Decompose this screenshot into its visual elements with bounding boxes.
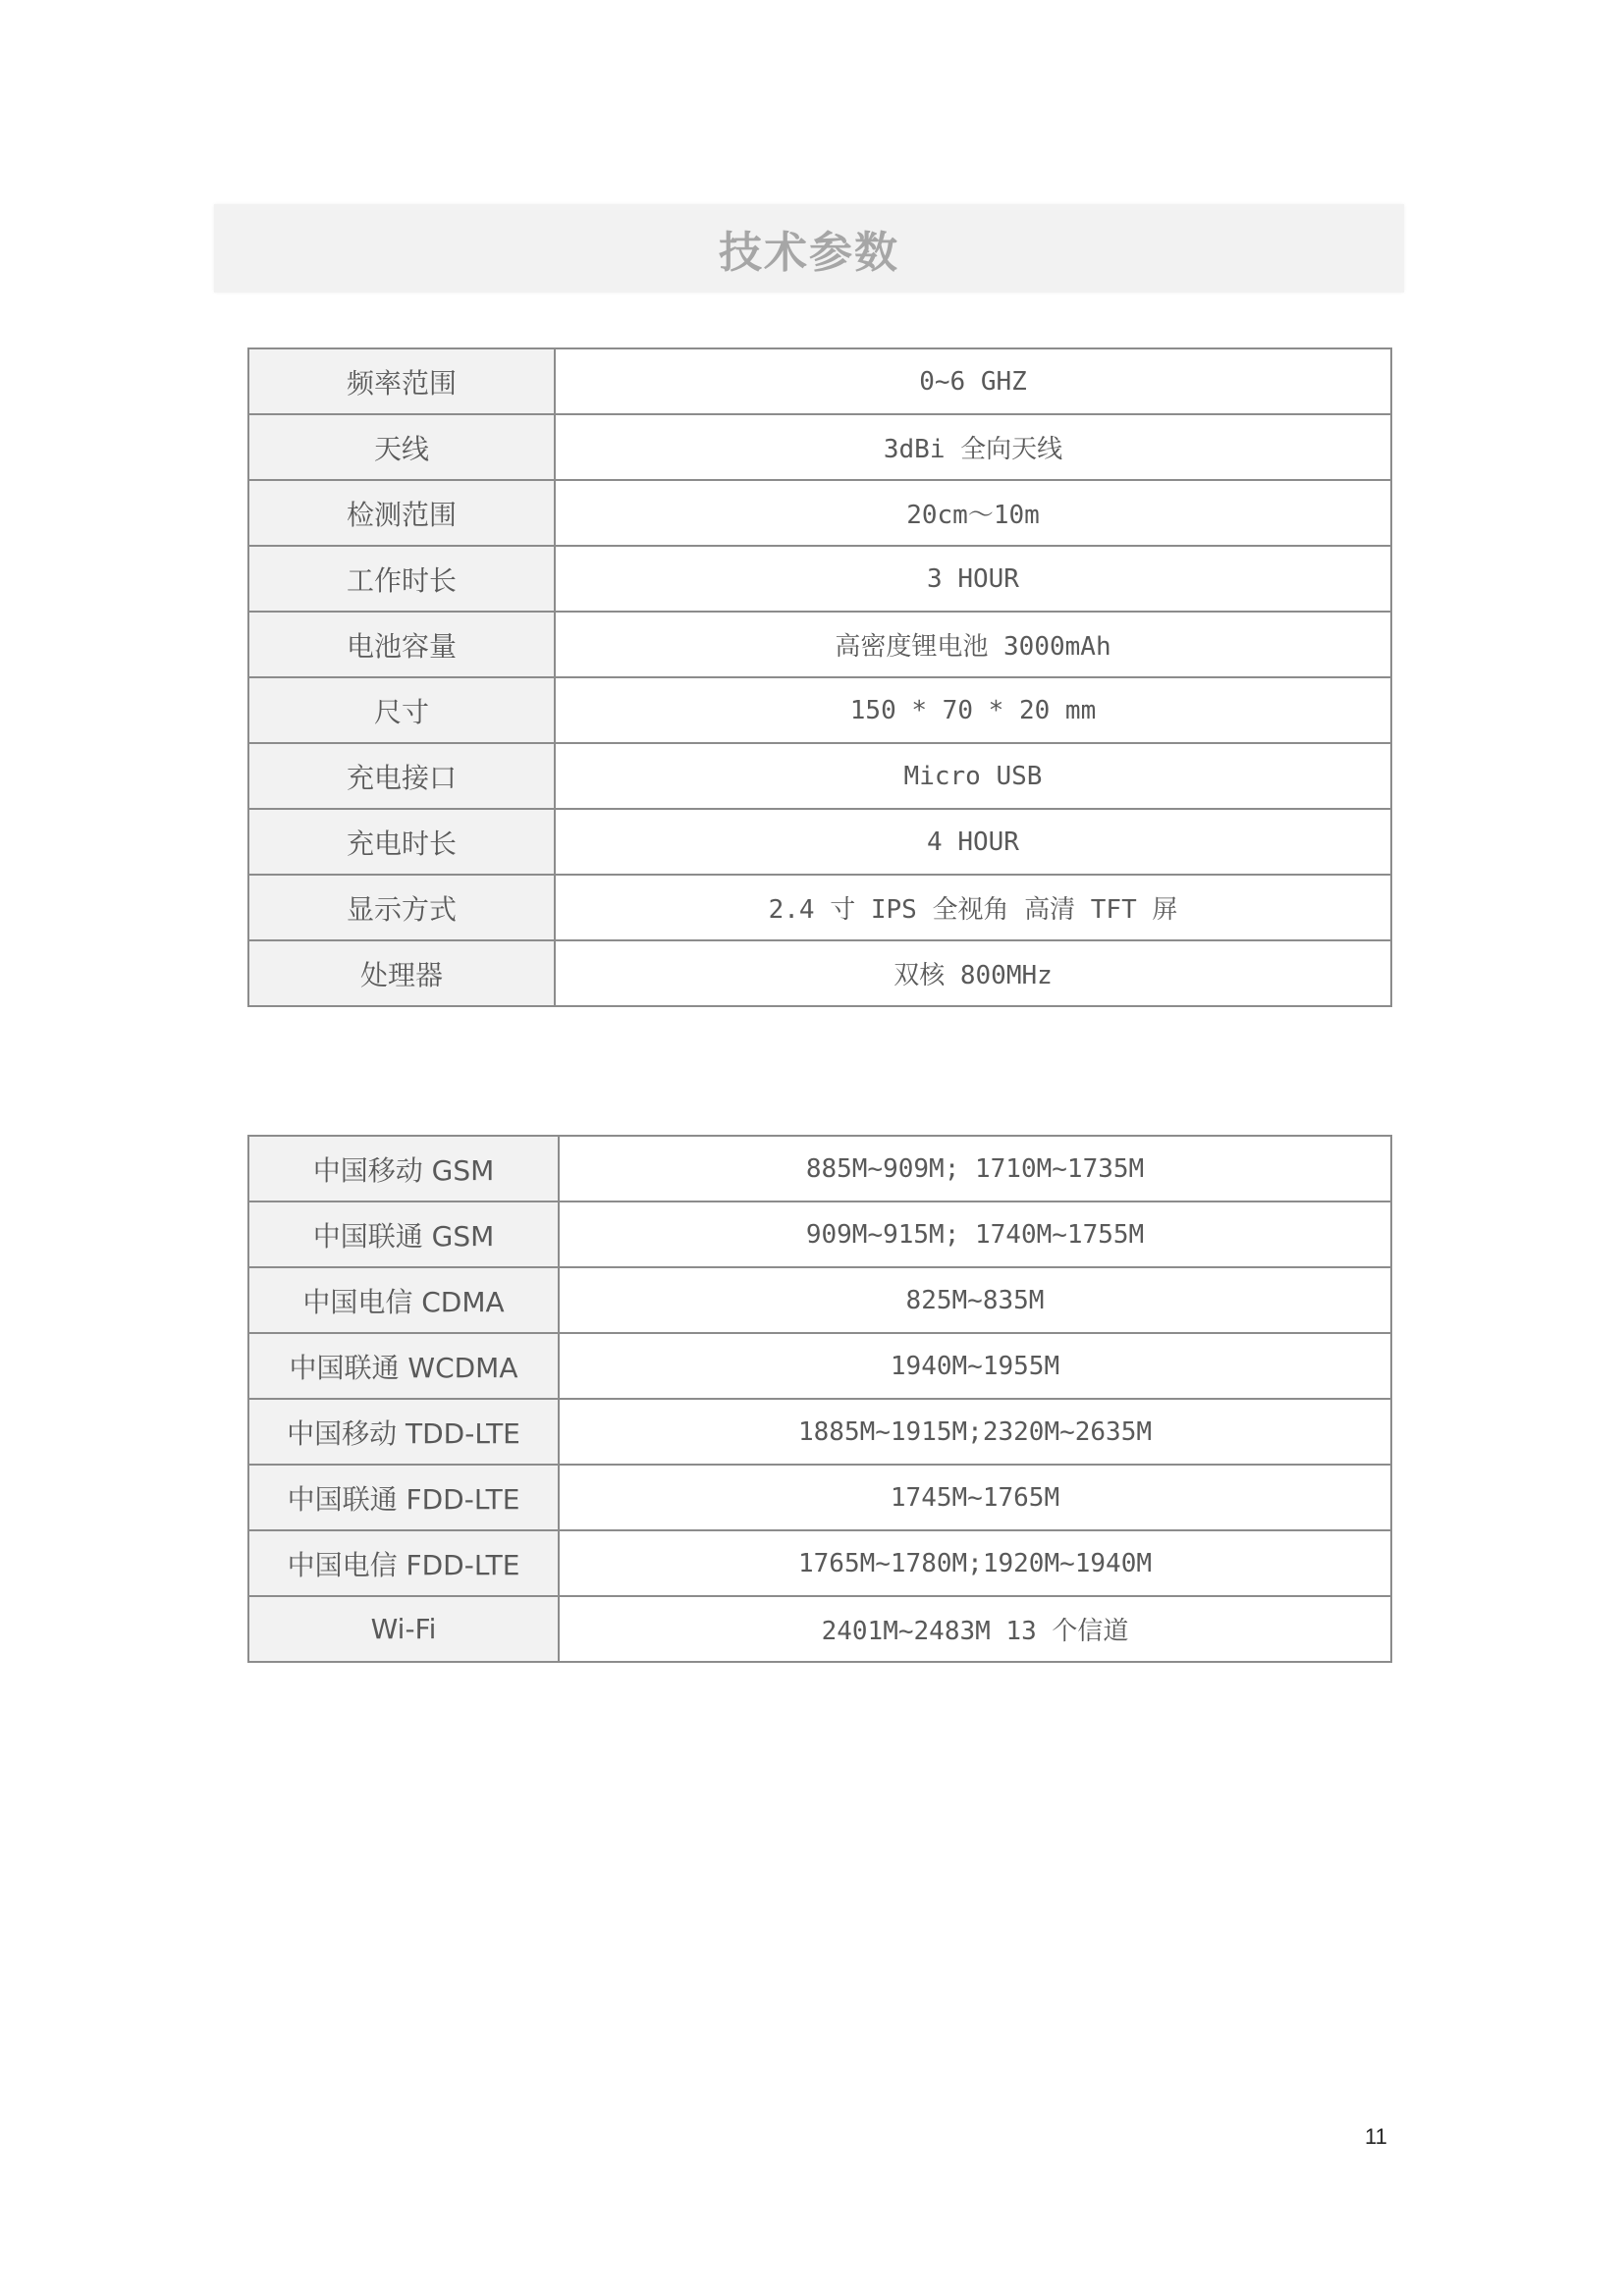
- table-row: [248, 414, 1391, 480]
- row-label: 显示方式: [248, 875, 555, 940]
- table-row: [248, 875, 1391, 940]
- row-label: 充电接口: [248, 743, 555, 809]
- title-band: [214, 204, 1404, 293]
- table-row: [248, 1465, 1391, 1530]
- table-row: [248, 348, 1391, 414]
- page-number: 11: [1365, 2124, 1387, 2149]
- row-label: 电池容量: [248, 612, 555, 677]
- row-value: 909M~915M; 1740M~1755M: [559, 1201, 1391, 1267]
- row-label: 中国电信 CDMA: [248, 1267, 559, 1333]
- row-value: 双核 800MHz: [555, 940, 1391, 1006]
- table-row: [248, 1530, 1391, 1596]
- table-row: [248, 546, 1391, 612]
- row-label: 工作时长: [248, 546, 555, 612]
- row-value: 885M~909M; 1710M~1735M: [559, 1136, 1391, 1201]
- row-label: 充电时长: [248, 809, 555, 875]
- table-row: [248, 480, 1391, 546]
- row-label: 尺寸: [248, 677, 555, 743]
- row-value: 20cm～10m: [555, 480, 1391, 546]
- row-label: 频率范围: [248, 348, 555, 414]
- row-value: Micro USB: [555, 743, 1391, 809]
- table-row: [248, 809, 1391, 875]
- row-label: 中国移动 GSM: [248, 1136, 559, 1201]
- table-row: [248, 1596, 1391, 1662]
- row-value: 2.4 寸 IPS 全视角 高清 TFT 屏: [555, 875, 1391, 940]
- table-row: [248, 743, 1391, 809]
- row-label: 中国联通 WCDMA: [248, 1333, 559, 1399]
- row-label: Wi-Fi: [248, 1596, 559, 1662]
- table-row: [248, 677, 1391, 743]
- page-title: 技术参数: [719, 228, 899, 278]
- row-value: 150 * 70 * 20 mm: [555, 677, 1391, 743]
- row-value: 1745M~1765M: [559, 1465, 1391, 1530]
- row-value: 3 HOUR: [555, 546, 1391, 612]
- frequency-table: [247, 1135, 1392, 1663]
- row-label: 中国联通 GSM: [248, 1201, 559, 1267]
- row-value: 2401M~2483M 13 个信道: [559, 1596, 1391, 1662]
- row-value: 1885M~1915M;2320M~2635M: [559, 1399, 1391, 1465]
- row-label: 天线: [248, 414, 555, 480]
- table-row: [248, 1333, 1391, 1399]
- row-label: 中国联通 FDD-LTE: [248, 1465, 559, 1530]
- table-row: [248, 1136, 1391, 1201]
- row-label: 中国电信 FDD-LTE: [248, 1530, 559, 1596]
- row-label: 检测范围: [248, 480, 555, 546]
- row-label: 中国移动 TDD-LTE: [248, 1399, 559, 1465]
- table-row: [248, 612, 1391, 677]
- spec-table: [247, 347, 1392, 1007]
- row-value: 1765M~1780M;1920M~1940M: [559, 1530, 1391, 1596]
- row-value: 0~6 GHZ: [555, 348, 1391, 414]
- table-row: [248, 940, 1391, 1006]
- row-value: 1940M~1955M: [559, 1333, 1391, 1399]
- row-value: 4 HOUR: [555, 809, 1391, 875]
- row-label: 处理器: [248, 940, 555, 1006]
- row-value: 3dBi 全向天线: [555, 414, 1391, 480]
- table-row: [248, 1267, 1391, 1333]
- row-value: 825M~835M: [559, 1267, 1391, 1333]
- table-row: [248, 1399, 1391, 1465]
- table-row: [248, 1201, 1391, 1267]
- row-value: 高密度锂电池 3000mAh: [555, 612, 1391, 677]
